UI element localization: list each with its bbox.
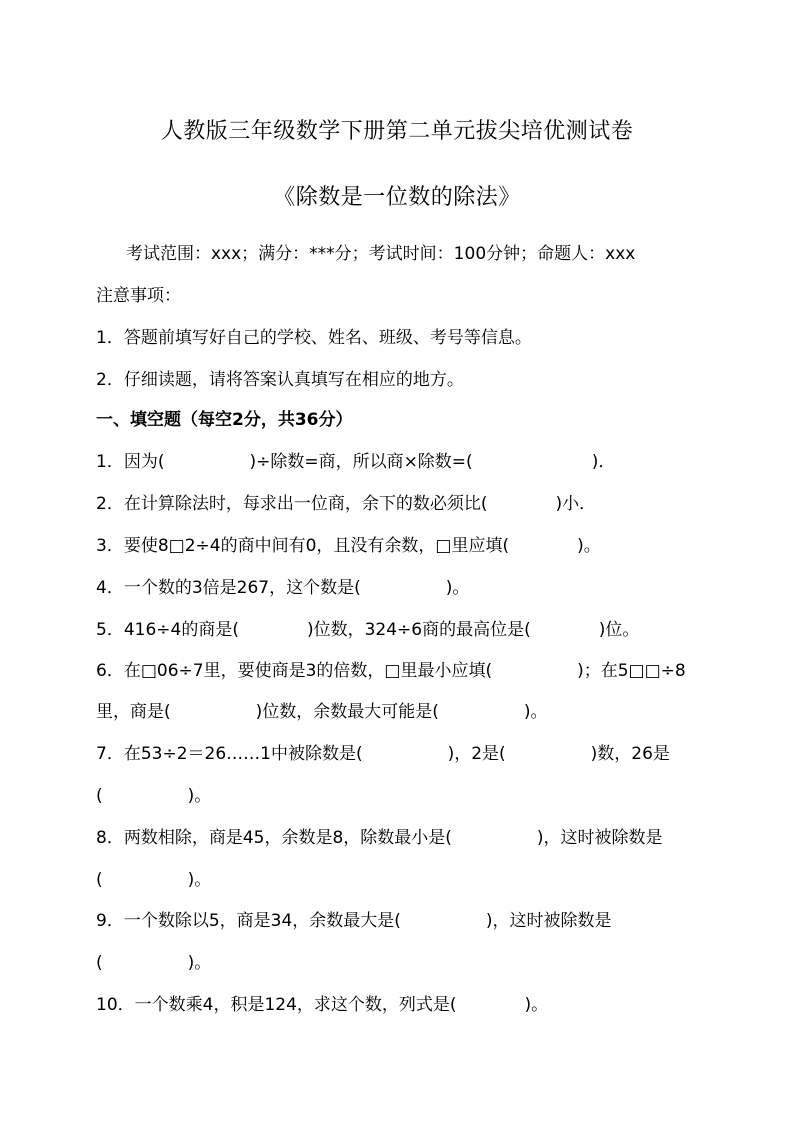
exam-title: 人教版三年级数学下册第二单元拔尖培优测试卷 <box>160 119 634 144</box>
question-line: 3．要使8□2÷4的商中间有0，且没有余数，□里应填( )。 <box>96 536 601 556</box>
question-line: 里，商是( )位数，余数最大可能是( )。 <box>96 702 548 722</box>
question-line: 1．因为( )÷除数=商，所以商×除数=( )． <box>96 452 616 472</box>
question-line: 9．一个数除以5，商是34，余数最大是( )，这时被除数是 <box>96 911 612 931</box>
question-line: 5．416÷4的商是( )位数，324÷6商的最高位是( )位。 <box>96 620 640 640</box>
exam-subtitle: 《除数是一位数的除法》 <box>273 185 521 210</box>
question-line: ( )。 <box>96 870 212 890</box>
notice-heading: 注意事项： <box>96 286 181 306</box>
question-line: 10．一个数乘4，积是124，求这个数，列式是( )。 <box>96 995 549 1015</box>
question-line: ( )。 <box>96 953 212 973</box>
notice-item: 2．仔细读题，请将答案认真填写在相应的地方。 <box>96 370 464 390</box>
exam-meta: 考试范围：xxx；满分：***分；考试时间：100分钟；命题人：xxx <box>126 244 636 264</box>
section-heading: 一、填空题（每空2分，共36分） <box>96 410 353 430</box>
question-line: 2．在计算除法时，每求出一位商，余下的数必须比( )小． <box>96 494 597 514</box>
notice-item: 1．答题前填写好自己的学校、姓名、班级、考号等信息。 <box>96 328 532 348</box>
question-line: ( )。 <box>96 786 212 806</box>
question-line: 8．两数相除，商是45，余数是8，除数最小是( )，这时被除数是 <box>96 828 663 848</box>
question-line: 6．在□06÷7里，要使商是3的倍数，□里最小应填( )；在5□□÷8 <box>96 661 686 681</box>
question-line: 7．在53÷2＝26……1中被除数是( )，2是( )数，26是 <box>96 744 670 764</box>
question-line: 4．一个数的3倍是267，这个数是( )。 <box>96 578 470 598</box>
